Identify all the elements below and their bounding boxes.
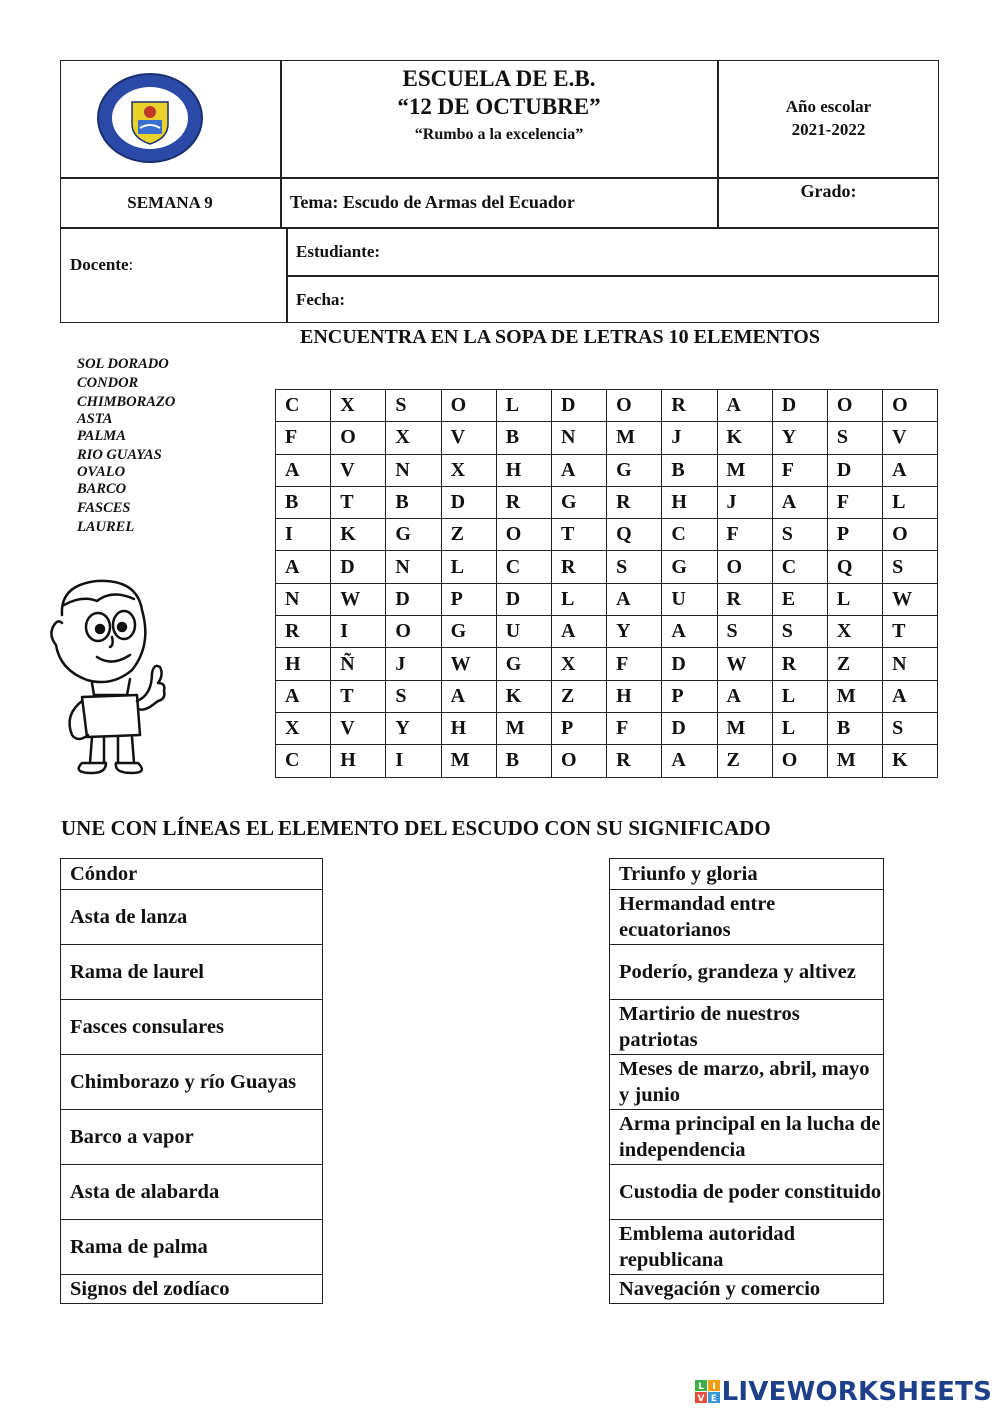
grid-cell[interactable]: T (883, 616, 938, 648)
grid-cell[interactable]: N (276, 583, 331, 615)
svg-text:I: I (711, 1382, 716, 1392)
meaning-cell[interactable]: Martirio de nuestros patriotas (610, 1000, 884, 1055)
word-list (77, 355, 175, 537)
grid-cell[interactable]: B (496, 422, 551, 454)
teacher-label-text: Docente (70, 255, 129, 274)
grid-cell[interactable]: B (662, 454, 717, 486)
grid-cell[interactable]: H (662, 486, 717, 518)
grid-cell[interactable]: D (662, 712, 717, 744)
grid-cell[interactable]: P (551, 712, 606, 744)
grid-cell[interactable]: F (827, 486, 882, 518)
grid-cell[interactable]: S (827, 422, 882, 454)
grid-cell[interactable]: G (386, 519, 441, 551)
grid-cell[interactable]: E (772, 583, 827, 615)
grid-cell[interactable]: W (717, 648, 772, 680)
grid-cell[interactable]: G (607, 454, 662, 486)
grid-cell[interactable]: X (827, 616, 882, 648)
word-search-grid (275, 389, 938, 778)
grade-label: Grado: (800, 180, 857, 201)
grid-cell[interactable]: Y (386, 712, 441, 744)
grid-cell[interactable]: C (276, 745, 331, 777)
grid-cell[interactable]: J (662, 422, 717, 454)
grid-cell[interactable]: R (276, 616, 331, 648)
grid-cell[interactable]: K (496, 680, 551, 712)
grid-cell[interactable]: S (883, 712, 938, 744)
grid-cell[interactable]: O (331, 422, 386, 454)
grid-cell[interactable]: N (386, 454, 441, 486)
grid-cell[interactable]: O (883, 390, 938, 422)
grid-cell[interactable]: R (551, 551, 606, 583)
grid-cell[interactable]: N (883, 648, 938, 680)
grid-cell[interactable]: R (607, 745, 662, 777)
meaning-cell[interactable]: Arma principal en la lucha de independencia (610, 1110, 884, 1165)
teacher-label-colon: : (128, 255, 134, 274)
grid-cell[interactable]: V (883, 422, 938, 454)
grid-cell[interactable]: S (386, 680, 441, 712)
grid-row (276, 519, 938, 551)
grid-cell[interactable]: X (276, 712, 331, 744)
student-label: Estudiante: (296, 241, 381, 261)
grid-cell[interactable]: H (331, 745, 386, 777)
grid-cell[interactable]: A (551, 616, 606, 648)
svg-text:E: E (710, 1394, 717, 1404)
grid-cell[interactable]: L (496, 390, 551, 422)
date-label: Fecha: (296, 289, 346, 309)
grid-cell[interactable]: P (827, 519, 882, 551)
elements-table (60, 858, 323, 1304)
grid-cell[interactable]: F (276, 422, 331, 454)
word-item: OVALO (77, 464, 126, 480)
divider (286, 275, 939, 277)
grid-cell[interactable]: W (883, 583, 938, 615)
grid-cell[interactable]: S (717, 616, 772, 648)
school-motto: “Rumbo a la excelencia” (414, 126, 584, 143)
grid-cell[interactable]: H (441, 712, 496, 744)
grid-cell[interactable]: I (386, 745, 441, 777)
grid-cell[interactable]: L (441, 551, 496, 583)
teacher-label (70, 252, 133, 278)
school-logo (96, 72, 204, 164)
grid-cell[interactable]: Z (717, 745, 772, 777)
grid-cell[interactable]: I (276, 519, 331, 551)
school-name-quote: “12 DE OCTUBRE” (397, 94, 601, 119)
grid-cell[interactable]: G (496, 648, 551, 680)
grid-cell[interactable]: N (386, 551, 441, 583)
grid-cell[interactable]: K (883, 745, 938, 777)
grid-cell[interactable]: Z (441, 519, 496, 551)
grid-cell[interactable]: A (662, 616, 717, 648)
grid-cell[interactable]: O (551, 745, 606, 777)
grid-cell[interactable]: A (276, 680, 331, 712)
grid-cell[interactable]: L (772, 712, 827, 744)
element-cell[interactable]: Cóndor (61, 859, 323, 890)
grid-cell[interactable]: H (276, 648, 331, 680)
grid-cell[interactable]: M (827, 745, 882, 777)
grid-cell[interactable]: Z (827, 648, 882, 680)
word-search-title: ENCUENTRA EN LA SOPA DE LETRAS 10 ELEMENTOS (300, 326, 820, 348)
meaning-cell[interactable]: Custodia de poder constituido (610, 1165, 884, 1220)
year-label: Año escolar (785, 97, 872, 116)
grid-cell[interactable]: R (717, 583, 772, 615)
grid-row (276, 745, 938, 777)
grid-cell[interactable]: L (827, 583, 882, 615)
grid-cell[interactable]: F (717, 519, 772, 551)
liveworksheets-logo-icon (694, 1379, 722, 1405)
grid-cell[interactable]: O (717, 551, 772, 583)
grid-cell[interactable]: R (772, 648, 827, 680)
grid-cell[interactable]: O (883, 519, 938, 551)
grid-row (276, 583, 938, 615)
liveworksheets-wordmark: LIVEWORKSHEETS (721, 1377, 992, 1407)
grid-cell[interactable]: V (331, 712, 386, 744)
grid-cell[interactable]: V (441, 422, 496, 454)
grid-cell[interactable]: A (551, 454, 606, 486)
grid-cell[interactable]: Q (607, 519, 662, 551)
grid-cell[interactable]: F (772, 454, 827, 486)
grid-cell[interactable]: A (883, 680, 938, 712)
grid-cell[interactable]: O (386, 616, 441, 648)
grid-cell[interactable]: A (717, 680, 772, 712)
grid-cell[interactable]: G (662, 551, 717, 583)
grid-cell[interactable]: A (276, 454, 331, 486)
year-value: 2021-2022 (791, 120, 866, 139)
grid-cell[interactable]: Y (772, 422, 827, 454)
grid-cell[interactable]: D (551, 390, 606, 422)
grid-cell[interactable]: W (441, 648, 496, 680)
grid-cell[interactable]: C (496, 551, 551, 583)
grid-cell[interactable]: P (441, 583, 496, 615)
boy-thumbs-up-illustration (42, 575, 172, 780)
grid-cell[interactable]: A (717, 390, 772, 422)
grid-cell[interactable]: C (276, 390, 331, 422)
grid-cell[interactable]: D (772, 390, 827, 422)
grid-cell[interactable]: O (827, 390, 882, 422)
divider (60, 227, 939, 229)
grid-cell[interactable]: S (772, 519, 827, 551)
grid-cell[interactable]: O (772, 745, 827, 777)
grid-cell[interactable]: Ñ (331, 648, 386, 680)
grid-cell[interactable]: H (607, 680, 662, 712)
grid-cell[interactable]: Z (551, 680, 606, 712)
grid-cell[interactable]: A (607, 583, 662, 615)
grid-cell[interactable]: T (551, 519, 606, 551)
grid-cell[interactable]: F (607, 712, 662, 744)
meaning-cell[interactable]: Triunfo y gloria (610, 859, 884, 890)
grid-cell[interactable]: G (441, 616, 496, 648)
grid-cell[interactable]: W (331, 583, 386, 615)
grid-cell[interactable]: C (662, 519, 717, 551)
grid-row (276, 616, 938, 648)
grid-cell[interactable]: Y (607, 616, 662, 648)
grid-row (276, 551, 938, 583)
grid-cell[interactable]: M (496, 712, 551, 744)
grid-cell[interactable]: A (662, 745, 717, 777)
word-item: ASTA (77, 411, 113, 427)
grid-row (276, 712, 938, 744)
grid-row (276, 390, 938, 422)
grid-cell[interactable]: B (386, 486, 441, 518)
grid-cell[interactable]: M (717, 712, 772, 744)
grid-cell[interactable]: O (607, 390, 662, 422)
grid-cell[interactable]: K (331, 519, 386, 551)
element-cell[interactable]: Asta de alabarda (61, 1165, 323, 1220)
meanings-table (609, 858, 884, 1304)
grid-row (276, 680, 938, 712)
grid-cell[interactable]: M (441, 745, 496, 777)
school-year (718, 95, 939, 141)
grid-cell[interactable]: Q (827, 551, 882, 583)
word-item: CHIMBORAZO (77, 394, 176, 410)
grid-row (276, 486, 938, 518)
meaning-cell[interactable]: Navegación y comercio (610, 1275, 884, 1304)
grid-cell[interactable]: S (386, 390, 441, 422)
word-item: LAUREL (77, 519, 135, 535)
grid-cell[interactable]: U (496, 616, 551, 648)
meaning-cell[interactable]: Emblema autoridad republicana (610, 1220, 884, 1275)
grid-cell[interactable]: C (772, 551, 827, 583)
grid-cell[interactable]: D (441, 486, 496, 518)
grid-cell[interactable]: J (717, 486, 772, 518)
meaning-cell[interactable]: Hermandad entre ecuatorianos (610, 890, 884, 945)
grid-cell[interactable]: A (441, 680, 496, 712)
grid-cell[interactable]: L (551, 583, 606, 615)
grid-cell[interactable]: L (883, 486, 938, 518)
grid-cell[interactable]: L (772, 680, 827, 712)
word-item: PALMA (77, 428, 126, 444)
grid-cell[interactable]: D (331, 551, 386, 583)
grid-cell[interactable]: D (386, 583, 441, 615)
grid-cell[interactable]: H (496, 454, 551, 486)
grid-cell[interactable]: M (607, 422, 662, 454)
grid-cell[interactable]: B (276, 486, 331, 518)
grid-cell[interactable]: N (551, 422, 606, 454)
grid-cell[interactable]: S (883, 551, 938, 583)
grid-row (276, 454, 938, 486)
element-cell[interactable]: Signos del zodíaco (61, 1275, 323, 1304)
grid-cell[interactable]: A (772, 486, 827, 518)
grid-cell[interactable]: R (662, 390, 717, 422)
grid-cell[interactable]: A (883, 454, 938, 486)
meaning-cell[interactable]: Meses de marzo, abril, mayo y junio (610, 1055, 884, 1110)
grid-cell[interactable]: K (717, 422, 772, 454)
grid-cell[interactable]: B (496, 745, 551, 777)
topic-label: Tema: Escudo de Armas del Ecuador (290, 192, 575, 212)
meaning-cell[interactable]: Poderío, grandeza y altivez (610, 945, 884, 1000)
grid-cell[interactable]: X (331, 390, 386, 422)
grid-cell[interactable]: P (662, 680, 717, 712)
element-cell[interactable]: Asta de lanza (61, 890, 323, 945)
grid-cell[interactable]: X (386, 422, 441, 454)
grid-cell[interactable]: D (496, 583, 551, 615)
grid-row (276, 422, 938, 454)
grid-cell[interactable]: S (772, 616, 827, 648)
grid-cell[interactable]: T (331, 486, 386, 518)
grid-cell[interactable]: O (496, 519, 551, 551)
grid-cell[interactable]: U (662, 583, 717, 615)
word-item: BARCO (77, 481, 127, 497)
grid-cell[interactable]: I (331, 616, 386, 648)
grid-cell[interactable]: M (717, 454, 772, 486)
grid-cell[interactable]: J (386, 648, 441, 680)
grid-cell[interactable]: G (551, 486, 606, 518)
grid-cell[interactable]: D (827, 454, 882, 486)
grid-cell[interactable]: O (441, 390, 496, 422)
word-item: CONDOR (77, 375, 139, 391)
grid-cell[interactable]: F (607, 648, 662, 680)
element-cell[interactable]: Barco a vapor (61, 1110, 323, 1165)
grid-cell[interactable]: B (827, 712, 882, 744)
grid-cell[interactable]: T (331, 680, 386, 712)
element-cell[interactable]: Chimborazo y río Guayas (61, 1055, 323, 1110)
grid-cell[interactable]: X (441, 454, 496, 486)
grid-cell[interactable]: R (607, 486, 662, 518)
element-cell[interactable]: Fasces consulares (61, 1000, 323, 1055)
grid-cell[interactable]: A (276, 551, 331, 583)
word-item: SOL DORADO (77, 356, 169, 372)
word-item: FASCES (77, 500, 131, 516)
svg-text:V: V (697, 1394, 705, 1404)
week-label: SEMANA 9 (127, 192, 213, 212)
svg-text:L: L (697, 1382, 704, 1392)
grid-cell[interactable]: M (827, 680, 882, 712)
school-name: ESCUELA DE E.B. (402, 66, 596, 91)
element-cell[interactable]: Rama de palma (61, 1220, 323, 1275)
grid-cell[interactable]: V (331, 454, 386, 486)
liveworksheets-brand[interactable] (694, 1375, 992, 1409)
word-item: RIO GUAYAS (77, 447, 162, 463)
matching-title: UNE CON LÍNEAS EL ELEMENTO DEL ESCUDO CON SU SIGNIFICADO (61, 816, 771, 840)
grid-cell[interactable]: R (496, 486, 551, 518)
element-cell[interactable]: Rama de laurel (61, 945, 323, 1000)
grid-cell[interactable]: D (662, 648, 717, 680)
grid-cell[interactable]: X (551, 648, 606, 680)
grid-row (276, 648, 938, 680)
grid-cell[interactable]: S (607, 551, 662, 583)
